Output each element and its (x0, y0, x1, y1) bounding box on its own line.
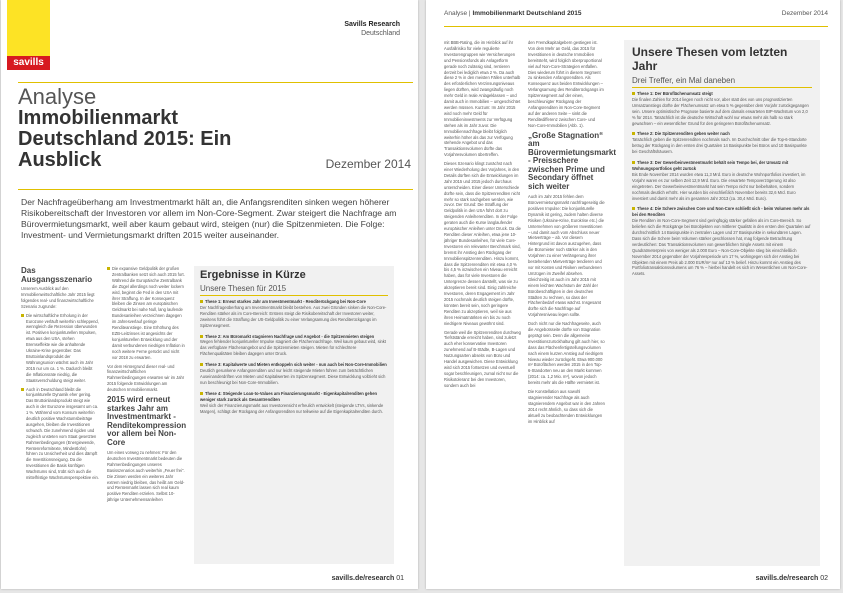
col1-bullet-1: Die wirtschaftliche Erholung in der Eurozone verläuft weiterhin schleppend, wenngleich die Rezession überwunden ist. Positiven konjunkturellen Impulsen, etwa aus den USA, stehen Bremseffekte wie die anhaltende Ukraine-Krise gegenüber. Das Bruttoinlandsprodukt der Währungsunion wächst auch im Jahr 2015 nur um ca. 1 %. Dadurch bleibt die Inflationsrate niedrig, die Staatsverschuldung steigt weiter. (21, 313, 99, 384)
thesis-text: Bis Ende November 2014 wurden etwa 11,3 Mrd. Euro in deutsche Wohnportfolios investiert, im Vorjahr waren es zur selben Zeit 12,9 Mrd. Euro. Die erwartete Tempoverzögerung ist also eingetreten. Der Gewerbeinvestmentmarkt hat sein Tempo nicht nur beibehalten, sondern nochmals deutlich erhöht. Hier wurden bis einschließlich November bereits 32,6 Mrd. Euro investiert und damit mehr als im gesamten Jahr 2013 (ca. 30,4 Mrd. Euro). (632, 171, 806, 201)
issue-date: Dezember 2014 (325, 157, 411, 171)
col1-intro: Unserem Ausblick auf den Immobilienwirtschaftliche Jahr 2015 liegt folgendes real- und finanzwirtschaftliche Szenario zugrunde: (21, 286, 95, 309)
thesis-heading: These 2: Die Spitzenrenditen geben weiter nach (632, 131, 812, 137)
divider-top (18, 82, 413, 83)
page2-column-1 (444, 40, 521, 568)
thesis-item (632, 206, 812, 277)
p2-col2-para-4: Die Konstellation aus sowohl stagnierender Nachfrage als auch stagnierendem Angebot war in den Jahren 2014 recht ähnlich, so dass sich die aktuell zu beobachtenden Entwicklungen im Hinblick auf (528, 389, 605, 424)
column-1 (21, 266, 99, 566)
summary-box (194, 266, 394, 564)
thesis-text: Deutlich gesunkene Anfangsrenditen und nur leicht steigende Mieten führen zum beträchtlichen Auseinanderdriften von Mieten und Kapitalwerten im Spitzensegment. Diese Entwicklung vollzieht sich nun beschleunigt bei Non-Core-Immobilien. (200, 368, 386, 385)
lead-paragraph: Der Nachfrageüberhang am Investmentmarkt hält an, die Anfangsrenditen sinken wegen höherer Risikobereitschaft der Investoren vor allem im Non-Core-Segment. Zwar steigert die Nachfrage am Bürovermietungsmarkt, weil aber kaum gebaut wird, steigen (nur) die Spitzenmieten. Die Folge: Investment- und Vermietungsmarkt driften 2015 weiter auseinander. (21, 197, 397, 240)
thesis-item (200, 391, 388, 415)
header-section: Analyse (444, 10, 468, 17)
page-2 (426, 0, 840, 589)
summary-box-subtitle: Unsere Thesen für 2015 (200, 284, 388, 296)
previous-theses-box (624, 40, 820, 566)
header-divider (444, 26, 828, 27)
thesis-heading: These 4: Steigende Loan-to-Values am Finanzierungsmarkt - Eigenkapitalrenditen gehen weniger stark zurück als Gesamtrenditen (200, 391, 388, 403)
divider-bottom (18, 189, 413, 190)
running-header: Analyse | Immobilienmarkt Deutschland 2015 (444, 10, 582, 17)
col2-para-1: Die expansive Geldpolitik der großen Zentralbanken setzt sich auch 2015 fort. Während die Europäische Zentralbank die Zügel allerdings noch weiter lockern wird, beginnt die Fed in den USA mit ihrer Straffung. In der Konsequenz bleiben die Zinsen am europäischen Geldmarkt bei nahe Null, lang laufende Bundesanleihen verzeichnen dagegen im Jahresverlauf geringe Renditeanstiege. Eine Erhöhung des EZB-Leitzinses ist angesichts der konjunkturellen Entwicklung und der damit verbundenen niedrigen Inflation in noch weitere Ferne gerückt und nicht vor 2018 zu erwarten. (107, 266, 185, 361)
thesis-text: Die finalen Zahlen für 2014 liegen noch nicht vor, aber statt des von uns prognostizierten Umsatzanstiegs dürfte der Flächenumsatz um etwa 5 % gegenüber dem Vorjahr zurückgegangen sein. Unsere optimistische Prognose basierte auf dem damals erwarteten BIP-Wachstum von 2,0 % für 2014. Tatsächlich ist die deutsche Wirtschaft wohl nur etwas mehr als halb so stark gewachsen – ein wesentlicher Grund für den geringeren Büroflächenumsatz. (632, 96, 809, 126)
page2-column-2 (528, 40, 617, 568)
p2-col1-para-3: Gerade weil die Spitzenrenditen durchweg Tiefststände erreicht haben, sind zuletzt auch eher konservative Investoren zunehmend auf B-Städte, B-Lagen und Nutzungsarten abseits von Büro und Handel ausgewichen. Diese Entwicklung wird sich 2015 fortsetzen und eventuell sogar beschleunigen, zumal nicht nur die Risikotoleranz bei den Investoren, sondern auch bei (444, 329, 521, 388)
thesis-heading: These 3: Der Gewerbeinvestmentmarkt behält sein Tempo bei, der Umsatz mit Wohnungsportfolios geht zurück (632, 160, 812, 172)
thesis-item (632, 131, 812, 155)
footer-url[interactable]: savills.de/research (331, 575, 395, 582)
title-analyse: Analyse (18, 84, 97, 109)
brand-name: Savills Research (344, 21, 400, 28)
p2-col2-para-2: Auch im Jahr 2015 fehlen dem Bürovermietungsmarkt nachfrageseitig die positiven Impulse: Die konjunkturelle Dynamik ist gering, zudem halten diverse Risiken (Ukraine-Krise, Eurokrise etc.) die Unternehmen von größeren Investitionen – und damit auch vom Abschluss neuer Mietverträge – ab. Vor diesem Hintergrund ist davon auszugehen, dass die Büromieter noch stärker als in den Vorjahren zu einer Verlängerung ihrer bestehenden Mietverträge tendieren und vor mit Kosten und Risiken verbundenen Umzügen im Zweifel absehen. Gleichzeitig ist auch im Jahr 2015 mit einem leichten Wachstum der Zahl der Bürobeschäftigten in den deutschen Städten zu rechnen, so dass der Flächenbedarf etwas wächst. Insgesamt dürfte sich die Nachfrage auf Vorjahresniveau legen sollte. (528, 194, 605, 318)
footer-url[interactable]: savills.de/research (755, 575, 819, 582)
page-footer (332, 575, 404, 582)
col2-para-2: Vor dem Hintergrund dieser real- und finanzwirtschaftlichen Rahmenbedingungen erwarten wir im Jahr 2015 folgende Entwicklungen am deutschen Immobilienmarkt. (107, 363, 185, 393)
thesis-item (200, 299, 388, 329)
thesis-text: Wegen fehlender konjunktureller Impulse stagniert die Flächennachfrage. Weil kaum gebaut wird, sinkt das verfügbare Flächenangebot und die Spitzenmieten steigen. Mieten für schlechtere Flächenqualitäten bleiben dagegen unter Druck. (200, 339, 386, 357)
page-1 (1, 0, 418, 589)
col2-para-3: Um eines vorweg zu nehmen: Für den deutschen Investmentmarkt bedeuten die Rahmenbedingungen unseres Basisszenarios auch weiterhin „Feuer frei“. Die Zinsen werden ein weiteres Jahr extrem niedrig bleiben, das heißt am Geld- und Rentenmarkt lassen sich real kaum positive Renditen erzielen. Selbst 10-jährige Unternehmensanleihen (107, 450, 185, 503)
p2-col1-para-2: Dieses Szenario klingt zunächst nach einer Wiederholung des Vorjahres, in den Details dürften sich die Entwicklungen im Jahr 2015 und 2015 jedoch durchaus unterscheiden. Einer dieser Unterschiede dürfte sein, dass die Spitzenrenditen nicht mehr so stark nachgeben werden, wie zuvor. Der Grund: Die Straffung der Geldpolitik in den USA führt dort zu steigenden Anleiherenditen. In der Folge geraten auch die Kurse langlaufender europäischer Anleihen unter Druck. Da die Renditen dieser Anleihen, etwa jene 10-jähriger Bundesanleihen, für viele Core-Investoren ein relevanter Benchmark sind, bremst ihr Anstieg den Rückgang der Immobilienspitzenrenditen. Hinzu kommt, dass die Spitzenrenditen mit etwa 4,0 % bis 4,5 % inzwischen ein Niveau erreicht haben, das für viele Investoren die Untergrenze dessen darstellt, was sie zu akzeptieren bereit sind. Einig zahlreiche Investoren, deren Engagement im Jahr 2015 nochmals deutlich steigen dürfte, könnten bereit sein, noch geringere Renditen zu akzeptieren, weil sie aus ihren Heimatmärkten ein bis zu noch niedrigere Niveaus gewöhnt sind. (444, 161, 521, 326)
p2-col1-para-1: mit BBB-Rating, die im Hinblick auf ihr Ausfallrisiko für viele regulierte Investorengruppen wie Versicherungen und Pensionsfonds als Anlagetform gerade noch zulässig sind, rentieren derzeit bei lediglich etwa 2 %. Da auch diese 2 % in den meisten Fällen unterhalb des erforderlichen Verzinsungsniveaus liegen dürften, wird zwangsläufig noch mehr Geld in reale Anlageklassen – und damit auch in Immobilien – umgeschichtet werden müssen. Kurzum: Im Jahr 2015 wird noch mehr Geld für Immobilieninvestments zur Verfügung stehen als im Jahr zuvor. Die Immobiliennachfrage bleibt folglich weiterhin höher als das zur Verfügung stehende Angebot und das Transaktionsvolumen dürfte das Vorjahresvolumen übertreffen. (444, 40, 521, 158)
summary-box-title: Ergebnisse in Kürze (200, 269, 306, 281)
previous-theses-subtitle: Drei Treffer, ein Mal daneben (632, 76, 812, 88)
p2-col2-heading: „Große Stagnation“ am Bürovermietungsmarkt - Preisschere zwischen Prime und Secondary öffnet sich weiter (528, 130, 617, 191)
savills-logo (7, 0, 50, 70)
col1-bullet-2: Auch in Deutschland bleibt die konjunkturelle Dynamik eher gering. Das Bruttoinlandsprodukt steigt wie auch in der Eurozone insgesamt um ca. 1 %. Während vom Konsum weiterhin deutlich positive Wachstumsbeiträge ausgehen, bleiben die Investitionen schwach. Die zunehmend rigiden und zugleich unsteten vom Staat gesetzten Rahmenbedingungen (Energiewende, Rentenreformitexte, Mindestlohn) führen zu Unsicherheit und dies dämpft die Investitionsneigung. Da die Investitionen die Basis künftigen Wachstums sind, trübt sich auch die mittelfristige Wachstumsperspektive ein. (21, 387, 99, 482)
previous-theses-title: Unsere Thesen vom letzten Jahr (632, 45, 788, 73)
brand-country: Deutschland (361, 30, 400, 37)
thesis-heading: These 4: Die Schere zwischen Core und Non-Core schließt sich - beim Volumen mehr als bei den Renditen (632, 206, 812, 218)
thesis-text: Tatsächlich geben die Spitzenrenditen nochmals nach. Im Durchschnitt über die Top-6-Standorte betrug der Rückgang in den ersten drei Quartalen 14 Basispunkte bei Büros und 10 Basispunkte bei Geschäftshäusern. (632, 137, 807, 155)
thesis-item (200, 334, 388, 358)
page-footer (756, 575, 828, 582)
logo-text: savills (7, 56, 50, 70)
title-block (18, 86, 413, 171)
column-2 (107, 266, 185, 566)
header-date: Dezember 2014 (781, 10, 828, 17)
thesis-item (200, 362, 388, 386)
thesis-heading: These 3: Kapitalwerte und Mieten entkoppeln sich weiter - nun auch bei Non-Core-Immobilien (200, 362, 388, 368)
p2-col2-para-3: Doch nicht nur die Nachfrageseite, auch die Angebotsseite dürfte von Stagnation geprägt sein. Denn die allgemeine Investitionszurückhaltung gilt auch hier, so dass das Flächenfertigstellungsvolumen nach einem kurzen Anstieg auf niedrigem Niveau wieder zurückgeht. Etwa 900.000 m² Büroflächen werden 2015 in den Top-6-Standorten neu an den Markt kommen (2014: ca. 1,2 Mio. m²), wovon jedoch bereits mehr als die Hälfte vermietet ist. (528, 321, 605, 386)
header-title: Immobilienmarkt Deutschland 2015 (472, 10, 582, 17)
thesis-text: Der Nachfrageüberhang am Investmentmarkt bleibt bestehen. Aus zwei Gründen sinken die Non-Core-Renditen stärker als im Core-Bereich: Erstens steigt die Risikobereitschaft der Investoren weiter, zweitens führt die Straffung der US-Geldpolitik zu einer Verlangsamung des Renditerückgangs im Spitzensegment. (200, 304, 387, 328)
col2-heading: 2015 wird erneut starkes Jahr am Investmentmarkt - Renditekompression vor allem bei Non-Core (107, 395, 187, 447)
page-number: 01 (396, 575, 404, 582)
thesis-heading: These 1: Erneut starkes Jahr am Investmentmarkt - Renditerückgang bei Non-Core (200, 299, 388, 305)
thesis-text: Weil sich der Finanzierungsmarkt aus Investorensicht erfreulich entwickelt (steigende LTVs, sinkende Margen), schlägt der Rückgang der Anfangsrenditen nur teilweise auf die Eigenkapitalrenditen durch. (200, 402, 384, 414)
thesis-heading: These 2: Am Büromarkt stagnieren Nachfrage und Angebot - die Spitzenmieten steigen (200, 334, 388, 340)
thesis-heading: These 1: Der Büroflächenumsatz steigt (632, 91, 812, 97)
thesis-item (632, 91, 812, 126)
col1-heading: Das Ausgangsszenario (21, 266, 93, 284)
brand-block (344, 20, 400, 38)
p2-col2-para-1: den Fremdkapitalgebern gestiegen ist. Von dem Mehr an Geld, das 2015 für Investitionen in deutsche Immobilien bereitsteht, wird folglich überproportional viel auf Non-Core-Strategien entfallen. Dies wiederum führt in diesem Segment zu sinkenden Anfangsrenditen. Als Konsequenz aus beiden Entwicklungen – Verlangsamung des Renditerückgangs im Spitzensegment auf der einen, beschleunigter Rückgang der Anfangsrenditen im Non-Core-Segment auf der anderen Seite – sinkt die Renditedifferenz zwischen Core- und Non-Core-Immobilien (Abb. 1). (528, 40, 604, 128)
thesis-text: Die Renditen im Non-Core-Segment sind geringfügig stärker gefallen als im Core-Bereich. So beliefen sich die Rückgänge bei Bürobjekten von mittlerer Qualität in den ersten drei Quartalen auf durchschnittlich 14 Basispunkte in zentralen Lagen und 27 Basispunkte in sekundären Lagen. Dass sich die Schere beim Volumen stärker geschlossen hat, mag folgende Betrachtung verdeutlichen: Das Transaktionsvolumen von gewerblichen Single Assets mit einem Quadratmeterpreis von weniger als 2.000 Euro – Non-Core-Objekte stieg bis einschließlich November 2014 gegenüber der Vorjahresperiode um 17 %, wohingegen sich der Anstieg bei Objekten mit einem Preis ab 2.000 EUR/m² nur auf 13 % belief. Hinzu kommt ein Anstieg des Portfoliotransaktionsvolumens um 76 % – hierbei handelt es sich im Wesentlichen um Non-Core-Assets. (632, 218, 811, 277)
thesis-item (632, 160, 812, 201)
page-number: 02 (820, 575, 828, 582)
page-title: Immobilienmarkt Deutschland 2015: Ein Ausblick (18, 107, 232, 171)
